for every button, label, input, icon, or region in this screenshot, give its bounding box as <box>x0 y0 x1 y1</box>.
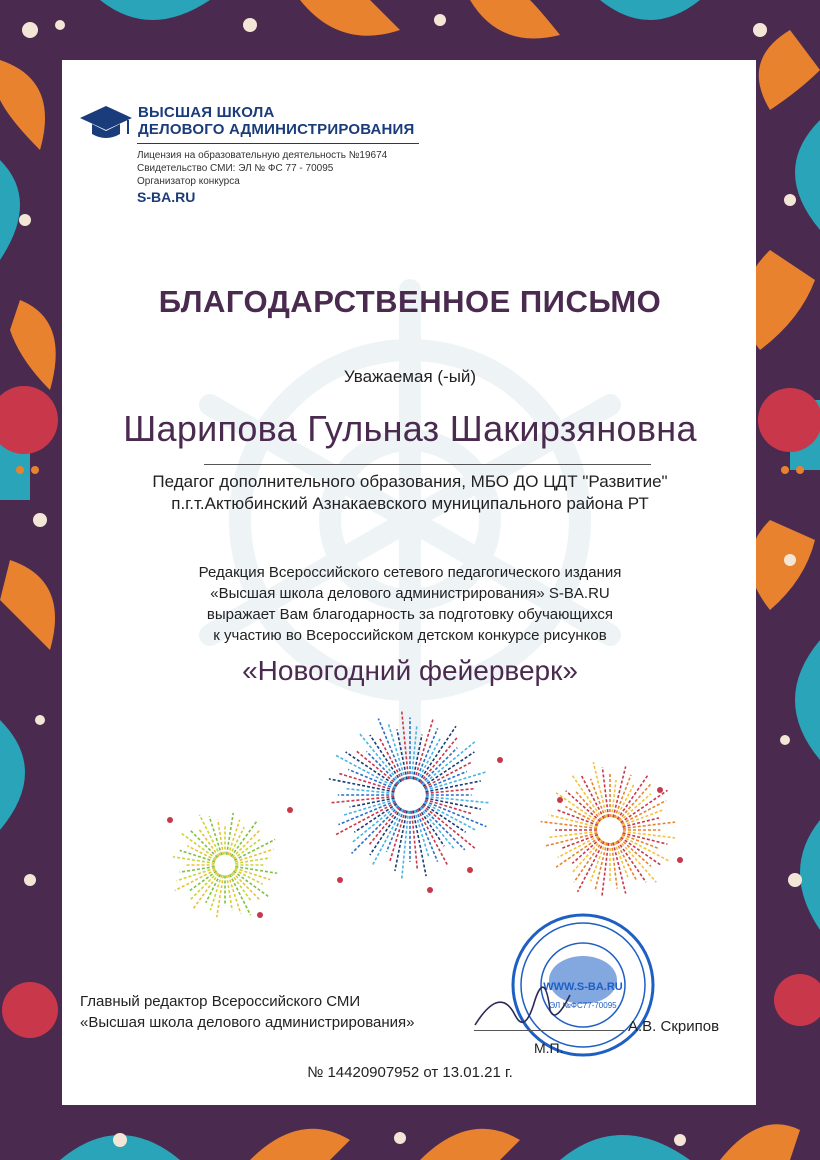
firework-ray <box>412 811 418 870</box>
signatory-role-line2: «Высшая школа делового администрирования» <box>80 1014 415 1031</box>
firework-ray <box>206 874 220 902</box>
firework-ray <box>619 784 651 820</box>
firework-ray <box>425 801 487 827</box>
organization-logo <box>80 104 415 144</box>
graduation-cap-icon <box>80 104 132 144</box>
organizer-text: Организатор конкурса <box>137 176 240 187</box>
body-line3: выражает Вам благодарность за подготовку обучающихся <box>206 606 614 623</box>
firework-ray <box>421 748 457 784</box>
body-line1: Редакция Всероссийского сетевого педагогического издания <box>198 564 622 581</box>
firework-ray <box>412 726 417 779</box>
signer-name: А.В. Скрипов <box>628 1018 720 1035</box>
firework-spark <box>657 787 663 793</box>
firework-ray <box>354 804 396 832</box>
organization-name-line2: ДЕЛОВОГО АДМИНИСТРИРОВАНИЯ <box>138 121 415 138</box>
signatory-role-line1: Главный редактор Всероссийского СМИ <box>80 993 361 1010</box>
firework-ray <box>424 762 471 787</box>
license-text: Лицензия на образовательную деятельность №19674 <box>137 150 388 161</box>
firework-ray <box>565 807 598 824</box>
firework-ray <box>187 846 215 860</box>
firework-ray <box>541 822 597 829</box>
firework-ray <box>190 872 217 899</box>
stamp-placeholder-mark: М.П. <box>534 1040 564 1056</box>
firework-ray <box>416 728 438 780</box>
firework-spark <box>337 877 343 883</box>
firework-ray <box>621 801 666 824</box>
firework-ray <box>228 875 241 914</box>
firework-spark <box>677 857 683 863</box>
firework-ray <box>416 810 438 862</box>
signature-line <box>474 1030 624 1031</box>
firework-ray <box>230 827 244 855</box>
firework-spark <box>467 867 473 873</box>
name-underline <box>204 464 651 465</box>
organization-name-line1: ВЫСШАЯ ШКОЛА <box>138 104 275 121</box>
fireworks-illustration <box>140 700 700 940</box>
firework-spark <box>497 757 503 763</box>
firework-spark <box>557 797 563 803</box>
firework-ray <box>623 822 675 828</box>
document-number: № 14420907952 от 13.01.21 г. <box>307 1064 513 1081</box>
recipient-name: Шарипова Гульназ Шакирзяновна <box>123 408 697 449</box>
firework-ray <box>190 830 217 857</box>
firework-ray <box>338 801 395 825</box>
firework-ray <box>623 832 675 838</box>
firework-ray <box>602 843 609 897</box>
media-certificate-text: Свидетельство СМИ: ЭЛ № ФС 77 - 70095 <box>137 163 334 174</box>
firework-ray <box>423 804 465 832</box>
recipient-position <box>0 471 820 515</box>
handwritten-signature <box>470 965 580 1035</box>
firework-ray <box>566 791 600 822</box>
firework-ray <box>419 808 444 846</box>
firework-spark <box>427 887 433 893</box>
body-line2: «Высшая школа делового администрирования» S-BA.RU <box>210 585 610 602</box>
firework-ray <box>232 830 259 857</box>
firework-ray <box>235 849 274 862</box>
logo-divider <box>137 143 419 144</box>
firework-ray <box>209 816 222 855</box>
firework-ray <box>176 868 215 881</box>
salutation: Уважаемая (-ый) <box>343 367 477 386</box>
stamp-site: WWW.S-BA.RU <box>543 981 623 993</box>
firework-ray <box>234 870 262 884</box>
firework-ray <box>591 842 606 881</box>
firework-spark <box>257 912 263 918</box>
signatory-role <box>80 991 414 1033</box>
firework-spark <box>287 807 293 813</box>
firework-spark <box>167 817 173 823</box>
organization-site: S-BA.RU <box>137 189 196 205</box>
position-line1: Педагог дополнительного образования, МБО ДО ЦДТ "Развитие" <box>152 472 668 491</box>
letter-body <box>0 562 820 646</box>
body-line4: к участию во Всероссийском детском конкурсе рисунков <box>213 627 607 644</box>
firework-ray <box>591 779 606 818</box>
contest-name: «Новогодний фейерверк» <box>242 655 578 686</box>
firework-ray <box>232 872 259 899</box>
position-line2: п.г.т.Актюбинский Азнакаевского муниципального района РТ <box>171 494 649 513</box>
firework-ray <box>378 719 404 781</box>
stamp-registration: ЭЛ №ФС77-70095 <box>549 1001 617 1010</box>
organization-details <box>137 149 387 188</box>
document-title: БЛАГОДАРСТВЕННОЕ ПИСЬМО <box>158 284 662 319</box>
